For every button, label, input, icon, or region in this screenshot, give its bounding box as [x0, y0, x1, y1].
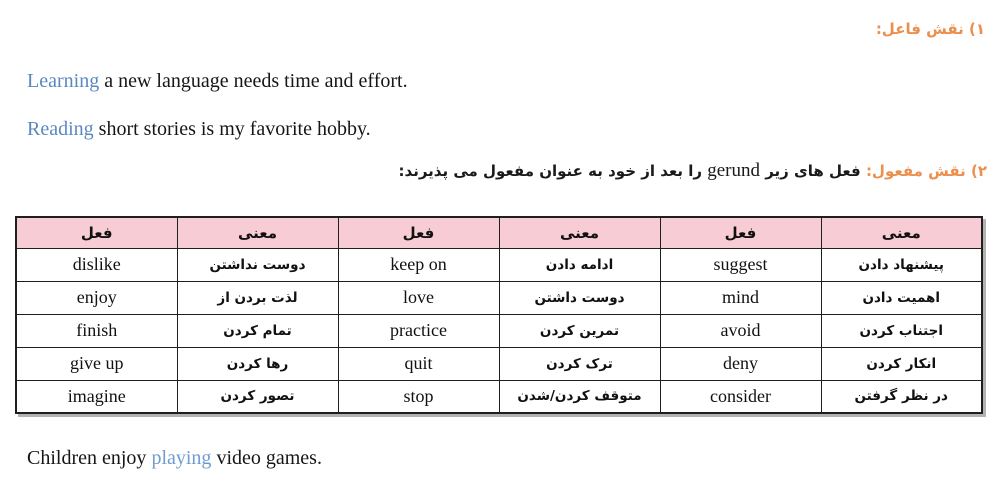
sentence-text: a new language needs time and effort. [99, 70, 408, 92]
sentence-text: video games. [211, 447, 322, 469]
verb-cell: dislike [16, 248, 177, 281]
table-header-cell: معنی [821, 217, 982, 248]
meaning-cell: دوست داشتن [499, 281, 660, 314]
sentence-text: short stories is my favorite hobby. [93, 118, 371, 140]
verb-cell: suggest [660, 248, 821, 281]
meaning-cell: اجتناب کردن [821, 314, 982, 347]
verb-cell: love [338, 281, 499, 314]
meaning-cell: تصور کردن [177, 380, 338, 413]
table-row [16, 248, 982, 281]
table-row [16, 347, 982, 380]
verb-cell: keep on [338, 248, 499, 281]
example-sentence-2 [27, 116, 371, 142]
heading-label: ۲) نقش مفعول: [865, 162, 987, 180]
example-sentence-1 [27, 68, 408, 94]
heading-text-after-latin: را بعد از خود به عنوان مفعول می پذیرند: [398, 162, 708, 180]
table-row [16, 380, 982, 413]
verb-cell: enjoy [16, 281, 177, 314]
verb-cell: consider [660, 380, 821, 413]
table-header-cell: فعل [16, 217, 177, 248]
sentence-text: Children enjoy [27, 447, 152, 469]
verb-cell: finish [16, 314, 177, 347]
meaning-cell: ادامه دادن [499, 248, 660, 281]
meaning-cell: پیشنهاد دادن [821, 248, 982, 281]
meaning-cell: تمرین کردن [499, 314, 660, 347]
heading-latin-term: gerund [707, 160, 760, 181]
verb-cell: avoid [660, 314, 821, 347]
verb-cell: quit [338, 347, 499, 380]
heading-text-before-latin: فعل های زیر [759, 162, 866, 180]
section-heading-object-role [399, 158, 987, 184]
table-header-cell: معنی [499, 217, 660, 248]
table-header-cell: معنی [177, 217, 338, 248]
gerund-highlight-word: Reading [27, 118, 94, 140]
gerund-table-body [16, 248, 982, 413]
meaning-cell: انکار کردن [821, 347, 982, 380]
verb-cell: mind [660, 281, 821, 314]
example-sentence-3 [27, 445, 322, 471]
verb-cell: imagine [16, 380, 177, 413]
table-header-cell: فعل [660, 217, 821, 248]
meaning-cell: در نظر گرفتن [821, 380, 982, 413]
section-heading-subject-role: ۱) نقش فاعل: [875, 20, 985, 38]
gerund-highlight-word: Learning [27, 70, 100, 92]
gerund-highlight-word: playing [151, 447, 212, 469]
meaning-cell: ترک کردن [499, 347, 660, 380]
verb-cell: deny [660, 347, 821, 380]
meaning-cell: تمام کردن [177, 314, 338, 347]
meaning-cell: لذت بردن از [177, 281, 338, 314]
table-header-cell: فعل [338, 217, 499, 248]
table-header-row [16, 217, 982, 248]
gerund-verbs-table [15, 216, 983, 414]
verb-cell: stop [338, 380, 499, 413]
verb-cell: give up [16, 347, 177, 380]
meaning-cell: رها کردن [177, 347, 338, 380]
meaning-cell: متوقف کردن/شدن [499, 380, 660, 413]
table-row [16, 314, 982, 347]
verb-cell: practice [338, 314, 499, 347]
meaning-cell: دوست نداشتن [177, 248, 338, 281]
meaning-cell: اهمیت دادن [821, 281, 982, 314]
table-row [16, 281, 982, 314]
